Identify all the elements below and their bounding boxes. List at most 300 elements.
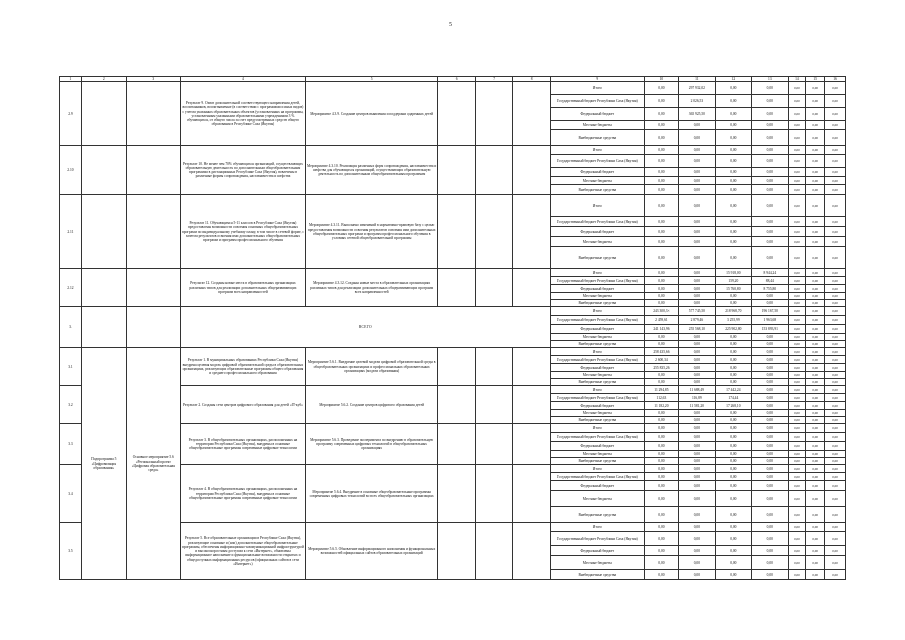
value-cell: 0,00 — [644, 300, 678, 307]
funding-source-cell: Итого — [550, 195, 644, 217]
value-cell: 0,00 — [644, 546, 678, 556]
value-cell: 0,00 — [752, 546, 788, 556]
value-cell: 0,00 — [788, 130, 806, 146]
value-cell: 0,00 — [788, 442, 806, 451]
subprogram-name-cell: Подпрограмма 5 «Цифровизация образования» — [81, 348, 126, 580]
result-description-cell: Результат 5. Все образовательные организации в Республике Саха (Якутия), реализующие основные и (или) дополнительные общеобразовательные программы, обеспечены информационно-коммуникационной инфраструктурой и высокоскоростным доступом к сети «Интернет», обновлены информационное наполнение и функциональные возможности открытых и общедоступных информационных ресурсов (официальных сайтов в сети «Интернет») — [180, 523, 305, 580]
value-cell: 0,00 — [644, 379, 678, 386]
funding-source-cell: Местные бюджеты — [550, 410, 644, 417]
value-cell: 0,00 — [752, 177, 788, 185]
value-cell: 0,00 — [715, 523, 751, 532]
funding-source-cell: Федеральный бюджет — [550, 168, 644, 177]
value-cell: 0,00 — [825, 417, 846, 424]
value-cell: 0,00 — [715, 168, 751, 177]
value-cell: 0,00 — [806, 364, 825, 372]
value-cell: 0,00 — [752, 227, 788, 237]
value-cell: 0,00 — [806, 341, 825, 348]
value-cell: 8 944,24 — [752, 269, 788, 277]
value-cell: 0,00 — [825, 556, 846, 570]
empty-cell — [81, 82, 126, 146]
empty-cell — [513, 82, 551, 146]
value-cell: 0,00 — [788, 417, 806, 424]
value-cell: 0,00 — [788, 546, 806, 556]
empty-cell — [438, 424, 476, 465]
value-cell: 0,00 — [825, 177, 846, 185]
funding-source-cell: Федеральный бюджет — [550, 108, 644, 121]
value-cell: 0,00 — [788, 386, 806, 394]
value-cell: 2 879,46 — [679, 316, 715, 325]
value-cell: 0,00 — [788, 364, 806, 372]
value-cell: 0,00 — [752, 402, 788, 410]
header-cell: 12 — [715, 77, 751, 82]
value-cell: 0,00 — [825, 473, 846, 481]
value-cell: 0,00 — [752, 195, 788, 217]
value-cell: 0,00 — [715, 481, 751, 491]
value-cell: 0,00 — [788, 195, 806, 217]
funding-source-cell: Государственный бюджет Республики Саха (Якутия) — [550, 473, 644, 481]
value-cell: 0,00 — [715, 195, 751, 217]
value-cell: 0,00 — [788, 293, 806, 300]
value-cell: 0,00 — [825, 307, 846, 316]
value-cell: 0,00 — [788, 325, 806, 334]
value-cell: 0,00 — [715, 532, 751, 546]
value-cell: 0,00 — [752, 247, 788, 269]
funding-source-cell: Местные бюджеты — [550, 177, 644, 185]
funding-source-cell: Государственный бюджет Республики Саха (Якутия) — [550, 217, 644, 227]
value-cell: 0,00 — [806, 177, 825, 185]
empty-cell — [126, 146, 180, 195]
value-cell: 0,00 — [825, 451, 846, 458]
value-cell: 0,00 — [679, 481, 715, 491]
value-cell: 0,00 — [825, 372, 846, 379]
row-number-cell: 2.9 — [60, 82, 82, 146]
main-event-cell: Основное мероприятие 5.6 «Региональный проект «Цифровая образовательная среда» — [126, 348, 180, 580]
header-cell: 7 — [475, 77, 513, 82]
value-cell: 0,00 — [752, 334, 788, 341]
empty-cell — [475, 424, 513, 465]
value-cell: 0,00 — [806, 247, 825, 269]
empty-cell — [81, 195, 126, 269]
value-cell: 0,00 — [752, 237, 788, 247]
funding-source-cell: Итого — [550, 424, 644, 433]
value-cell: 0,00 — [806, 379, 825, 386]
value-cell: 0,00 — [825, 379, 846, 386]
value-cell: 0,00 — [679, 177, 715, 185]
value-cell: 0,00 — [679, 155, 715, 168]
value-cell: 0,00 — [788, 155, 806, 168]
empty-cell — [438, 348, 476, 386]
value-cell: 0,00 — [715, 95, 751, 108]
value-cell: 0,00 — [752, 523, 788, 532]
value-cell: 0,00 — [825, 481, 846, 491]
value-cell: 0,00 — [806, 465, 825, 473]
value-cell: 0,00 — [788, 491, 806, 507]
value-cell: 0,00 — [644, 95, 678, 108]
empty-cell — [438, 82, 476, 146]
value-cell: 0,00 — [825, 410, 846, 417]
funding-source-cell: Государственный бюджет Республики Саха (Якутия) — [550, 316, 644, 325]
value-cell: 0,00 — [715, 546, 751, 556]
value-cell: 0,00 — [825, 217, 846, 227]
total-label-cell: ВСЕГО — [180, 307, 550, 348]
value-cell: 0,00 — [644, 532, 678, 546]
result-description-cell: Результат 12. Созданы новые места в образовательных организациях различных типов для реализации дополнительных общеразвивающих программ всех направленностей — [180, 269, 305, 307]
value-cell: 0,00 — [806, 155, 825, 168]
funding-source-cell: Государственный бюджет Республики Саха (Якутия) — [550, 95, 644, 108]
value-cell: 0,00 — [679, 424, 715, 433]
value-cell: 0,00 — [825, 227, 846, 237]
value-cell: 0,00 — [679, 532, 715, 546]
value-cell: 0,00 — [788, 481, 806, 491]
value-cell: 0,00 — [825, 402, 846, 410]
value-cell: 0,00 — [825, 168, 846, 177]
value-cell: 0,00 — [644, 227, 678, 237]
value-cell: 8 755,80 — [752, 285, 788, 293]
value-cell: 0,00 — [679, 293, 715, 300]
value-cell: 0,00 — [715, 458, 751, 465]
empty-cell — [513, 523, 551, 580]
value-cell: 0,00 — [679, 168, 715, 177]
value-cell: 0,00 — [715, 424, 751, 433]
funding-source-cell: Федеральный бюджет — [550, 325, 644, 334]
value-cell: 0,00 — [752, 491, 788, 507]
value-cell: 218 968,70 — [715, 307, 751, 316]
value-cell: 0,00 — [788, 269, 806, 277]
value-cell: 0,00 — [752, 155, 788, 168]
value-cell: 0,00 — [806, 269, 825, 277]
value-cell: 0,00 — [644, 458, 678, 465]
value-cell: 0,00 — [715, 556, 751, 570]
value-cell: 0,00 — [788, 146, 806, 155]
value-cell: 0,00 — [806, 237, 825, 247]
value-cell: 225 902,80 — [715, 325, 751, 334]
event-description-cell: Мероприятие 5.6.1. Внедрение целевой модели цифровой образовательной среды в общеобразовательных организациях и профессиональных образовательных организациях (модели образования) — [305, 348, 437, 386]
value-cell: 0,00 — [825, 82, 846, 95]
empty-cell — [438, 195, 476, 269]
empty-cell — [513, 146, 551, 195]
value-cell: 0,00 — [806, 523, 825, 532]
value-cell: 0,00 — [788, 300, 806, 307]
value-cell: 15 760,80 — [715, 285, 751, 293]
value-cell: 0,00 — [825, 130, 846, 146]
value-cell: 2 459,61 — [644, 316, 678, 325]
value-cell: 0,00 — [806, 442, 825, 451]
value-cell: 0,00 — [679, 121, 715, 130]
value-cell: 0,00 — [806, 556, 825, 570]
result-description-cell: Результат 10. Не менее чем 70% обучающихся организаций, осуществляющих образовательную деятельность по дополнительным общеобразовательным программам в дистанционных Республике Саха (Якутия), вовлечены в различные формы сопровождения, наставничества и шефства — [180, 146, 305, 195]
value-cell: 0,00 — [825, 341, 846, 348]
row-number-cell: 3. — [60, 307, 82, 348]
empty-cell — [475, 523, 513, 580]
empty-cell — [475, 82, 513, 146]
header-cell: 9 — [550, 77, 644, 82]
value-cell: 0,00 — [788, 410, 806, 417]
value-cell: 0,00 — [806, 386, 825, 394]
event-description-cell: Мероприятие 5.6.4. Внедрение в основные общеобразовательные программы современных цифровых технологий во всех общеобразовательных организациях — [305, 465, 437, 523]
value-cell: 0,00 — [806, 402, 825, 410]
event-description-cell: Мероприятие 4.3.12. Созданы новые места в образовательных организациях различных типов для реализации дополнительных общеразвивающих программ всех направленностей — [305, 269, 437, 307]
value-cell: 0,00 — [825, 458, 846, 465]
value-cell: 0,00 — [825, 433, 846, 442]
value-cell: 0,00 — [679, 130, 715, 146]
value-cell: 11 688,49 — [679, 386, 715, 394]
header-cell: 11 — [679, 77, 715, 82]
value-cell: 0,00 — [644, 372, 678, 379]
value-cell: 0,00 — [679, 269, 715, 277]
value-cell: 0,00 — [825, 348, 846, 356]
value-cell: 0,00 — [752, 394, 788, 402]
value-cell: 0,00 — [788, 277, 806, 285]
value-cell: 0,00 — [715, 417, 751, 424]
value-cell: 0,00 — [644, 465, 678, 473]
page-number: 5 — [449, 22, 452, 28]
empty-cell — [513, 195, 551, 269]
value-cell: 0,00 — [644, 237, 678, 247]
value-cell: 0,00 — [715, 237, 751, 247]
value-cell: 0,00 — [644, 277, 678, 285]
value-cell: 0,00 — [644, 177, 678, 185]
value-cell: 3 255,99 — [715, 316, 751, 325]
header-cell: 3 — [126, 77, 180, 82]
header-cell: 14 — [788, 77, 806, 82]
value-cell: 0,00 — [644, 269, 678, 277]
funding-source-cell: Внебюджетные средства — [550, 341, 644, 348]
funding-source-cell: Внебюджетные средства — [550, 185, 644, 195]
result-description-cell: Результат 3. В общеобразовательных организациях, расположенных на территории Республики Саха (Якутия), внедрены в основные общеобразовательные программы современные цифровые технологии — [180, 424, 305, 465]
value-cell: 0,00 — [752, 293, 788, 300]
result-description-cell: Результат 1. В муниципальных образованиях Республики Саха (Якутия) внедрена целевая модель цифровой образовательной среды в образовательных организациях, реализующих образовательные программы общего образования и среднего профессионального образования — [180, 348, 305, 386]
funding-source-cell: Итого — [550, 307, 644, 316]
value-cell: 0,00 — [788, 95, 806, 108]
funding-source-cell: Итого — [550, 465, 644, 473]
funding-source-cell: Местные бюджеты — [550, 491, 644, 507]
value-cell: 0,00 — [715, 121, 751, 130]
header-cell: 2 — [81, 77, 126, 82]
value-cell: 0,00 — [806, 451, 825, 458]
value-cell: 0,00 — [752, 121, 788, 130]
value-cell: 196 167,50 — [752, 307, 788, 316]
value-cell: 0,00 — [679, 277, 715, 285]
funding-source-cell: Итого — [550, 523, 644, 532]
header-cell: 5 — [305, 77, 437, 82]
empty-cell — [126, 195, 180, 269]
funding-source-cell: Государственный бюджет Республики Саха (Якутия) — [550, 433, 644, 442]
funding-source-cell: Внебюджетные средства — [550, 507, 644, 523]
value-cell: 0,00 — [752, 417, 788, 424]
value-cell: 0,00 — [825, 285, 846, 293]
value-cell: 0,00 — [679, 195, 715, 217]
value-cell: 365 925,50 — [679, 108, 715, 121]
value-cell: 0,00 — [752, 481, 788, 491]
value-cell: 0,00 — [788, 433, 806, 442]
value-cell: 0,00 — [679, 465, 715, 473]
value-cell: 0,00 — [788, 402, 806, 410]
value-cell: 0,00 — [715, 334, 751, 341]
value-cell: 0,00 — [806, 433, 825, 442]
value-cell: 0,00 — [788, 465, 806, 473]
table-row — [60, 348, 846, 356]
value-cell: 0,00 — [788, 285, 806, 293]
value-cell: 0,00 — [715, 364, 751, 372]
value-cell: 0,00 — [825, 465, 846, 473]
event-description-cell: Мероприятие 4.3.11. Выполнено изменений в нормативно-правовую базу с целью предоставления возможности освоения результатов освоения ими дополнительных общеобразовательных программ и программ профессионального обучения в условиях сетевой общеобразовательной программы — [305, 195, 437, 269]
value-cell: 0,00 — [806, 95, 825, 108]
funding-source-cell: Внебюджетные средства — [550, 570, 644, 580]
value-cell: 0,00 — [806, 293, 825, 300]
value-cell: 0,00 — [806, 146, 825, 155]
value-cell: 0,00 — [715, 217, 751, 227]
empty-cell — [126, 307, 180, 348]
value-cell: 0,00 — [806, 168, 825, 177]
value-cell: 0,00 — [788, 523, 806, 532]
value-cell: 0,00 — [806, 458, 825, 465]
funding-source-cell: Внебюджетные средства — [550, 458, 644, 465]
value-cell: 0,00 — [788, 372, 806, 379]
value-cell: 0,00 — [679, 410, 715, 417]
value-cell: 159,20 — [715, 277, 751, 285]
funding-source-cell: Федеральный бюджет — [550, 227, 644, 237]
header-cell: 6 — [438, 77, 476, 82]
value-cell: 0,00 — [806, 121, 825, 130]
value-cell: 0,00 — [644, 217, 678, 227]
value-cell: 0,00 — [679, 379, 715, 386]
value-cell: 0,00 — [752, 95, 788, 108]
funding-source-cell: Итого — [550, 82, 644, 95]
value-cell: 0,00 — [806, 185, 825, 195]
value-cell: 0,00 — [825, 491, 846, 507]
value-cell: 0,00 — [644, 130, 678, 146]
value-cell: 0,00 — [788, 451, 806, 458]
value-cell: 0,00 — [679, 348, 715, 356]
value-cell: 0,00 — [788, 556, 806, 570]
funding-source-cell: Внебюджетные средства — [550, 130, 644, 146]
value-cell: 0,00 — [715, 433, 751, 442]
value-cell: 0,00 — [644, 293, 678, 300]
empty-cell — [475, 269, 513, 307]
value-cell: 0,00 — [788, 217, 806, 227]
value-cell: 0,00 — [752, 424, 788, 433]
row-number-cell: 3.3 — [60, 424, 82, 465]
value-cell: 0,00 — [644, 247, 678, 269]
value-cell: 0,00 — [788, 394, 806, 402]
value-cell: 0,00 — [715, 130, 751, 146]
funding-source-cell: Итого — [550, 269, 644, 277]
value-cell: 0,00 — [806, 356, 825, 364]
row-number-cell: 3.2 — [60, 386, 82, 424]
empty-cell — [438, 523, 476, 580]
value-cell: 0,00 — [679, 417, 715, 424]
table-row — [60, 82, 846, 95]
value-cell: 0,00 — [752, 465, 788, 473]
funding-source-cell: Местные бюджеты — [550, 121, 644, 130]
empty-cell — [475, 195, 513, 269]
value-cell: 0,00 — [679, 372, 715, 379]
value-cell: 0,00 — [825, 195, 846, 217]
value-cell: 0,00 — [825, 95, 846, 108]
funding-source-cell: Местные бюджеты — [550, 451, 644, 458]
value-cell: 0,00 — [752, 217, 788, 227]
value-cell: 0,00 — [825, 269, 846, 277]
value-cell: 0,00 — [788, 348, 806, 356]
value-cell: 0,00 — [752, 341, 788, 348]
value-cell: 0,00 — [806, 546, 825, 556]
value-cell: 2 026,53 — [679, 95, 715, 108]
value-cell: 0,00 — [715, 442, 751, 451]
value-cell: 0,00 — [806, 195, 825, 217]
value-cell: 0,00 — [806, 325, 825, 334]
funding-source-cell: Федеральный бюджет — [550, 481, 644, 491]
value-cell: 0,00 — [788, 227, 806, 237]
value-cell: 0,00 — [715, 372, 751, 379]
value-cell: 0,00 — [752, 433, 788, 442]
value-cell: 0,00 — [788, 237, 806, 247]
value-cell: 0,00 — [644, 82, 678, 95]
value-cell: 0,00 — [788, 532, 806, 546]
value-cell: 0,00 — [679, 364, 715, 372]
value-cell: 0,00 — [644, 168, 678, 177]
header-cell: 8 — [513, 77, 551, 82]
value-cell: 174,44 — [715, 394, 751, 402]
funding-source-cell: Федеральный бюджет — [550, 402, 644, 410]
value-cell: 0,00 — [825, 334, 846, 341]
empty-cell — [438, 386, 476, 424]
value-cell: 0,00 — [715, 82, 751, 95]
value-cell: 0,00 — [825, 185, 846, 195]
value-cell: 241 143,96 — [644, 325, 678, 334]
value-cell: 0,00 — [806, 277, 825, 285]
result-description-cell: Результат 4. В общеобразовательных организациях, расположенных на территории Республики Саха (Якутия), внедрены в основные общеобразовательные программы современные цифровые технологии — [180, 465, 305, 523]
value-cell: 0,00 — [825, 532, 846, 546]
value-cell: 0,00 — [715, 108, 751, 121]
row-number-cell: 2.11 — [60, 195, 82, 269]
value-cell: 0,00 — [788, 168, 806, 177]
value-cell: 0,00 — [806, 82, 825, 95]
value-cell: 11 581,20 — [679, 402, 715, 410]
value-cell: 0,00 — [679, 451, 715, 458]
value-cell: 0,00 — [806, 300, 825, 307]
funding-source-cell: Государственный бюджет Республики Саха (Якутия) — [550, 394, 644, 402]
value-cell: 0,00 — [715, 473, 751, 481]
empty-cell — [81, 146, 126, 195]
value-cell: 0,00 — [752, 532, 788, 546]
value-cell: 0,00 — [825, 237, 846, 247]
value-cell: 0,00 — [825, 442, 846, 451]
value-cell: 0,00 — [679, 185, 715, 195]
value-cell: 0,00 — [806, 334, 825, 341]
value-cell: 0,00 — [788, 247, 806, 269]
value-cell: 0,00 — [679, 570, 715, 580]
value-cell: 0,00 — [825, 146, 846, 155]
value-cell: 153 893,91 — [752, 325, 788, 334]
value-cell: 0,00 — [806, 424, 825, 433]
empty-cell — [438, 146, 476, 195]
value-cell: 0,00 — [806, 348, 825, 356]
value-cell: 0,00 — [679, 247, 715, 269]
value-cell: 11 182,20 — [644, 402, 678, 410]
value-cell: 0,00 — [788, 379, 806, 386]
value-cell: 0,00 — [752, 82, 788, 95]
value-cell: 0,00 — [679, 356, 715, 364]
empty-cell — [126, 269, 180, 307]
result-description-cell: Результат 2. Созданы сети центров цифрового образования для детей «IT-куб» — [180, 386, 305, 424]
value-cell: 0,00 — [806, 473, 825, 481]
value-cell: 0,00 — [715, 491, 751, 507]
value-cell: 0,00 — [752, 442, 788, 451]
value-cell: 0,00 — [752, 130, 788, 146]
value-cell: 0,00 — [825, 300, 846, 307]
value-cell: 0,00 — [679, 217, 715, 227]
value-cell: 577 745,50 — [679, 307, 715, 316]
